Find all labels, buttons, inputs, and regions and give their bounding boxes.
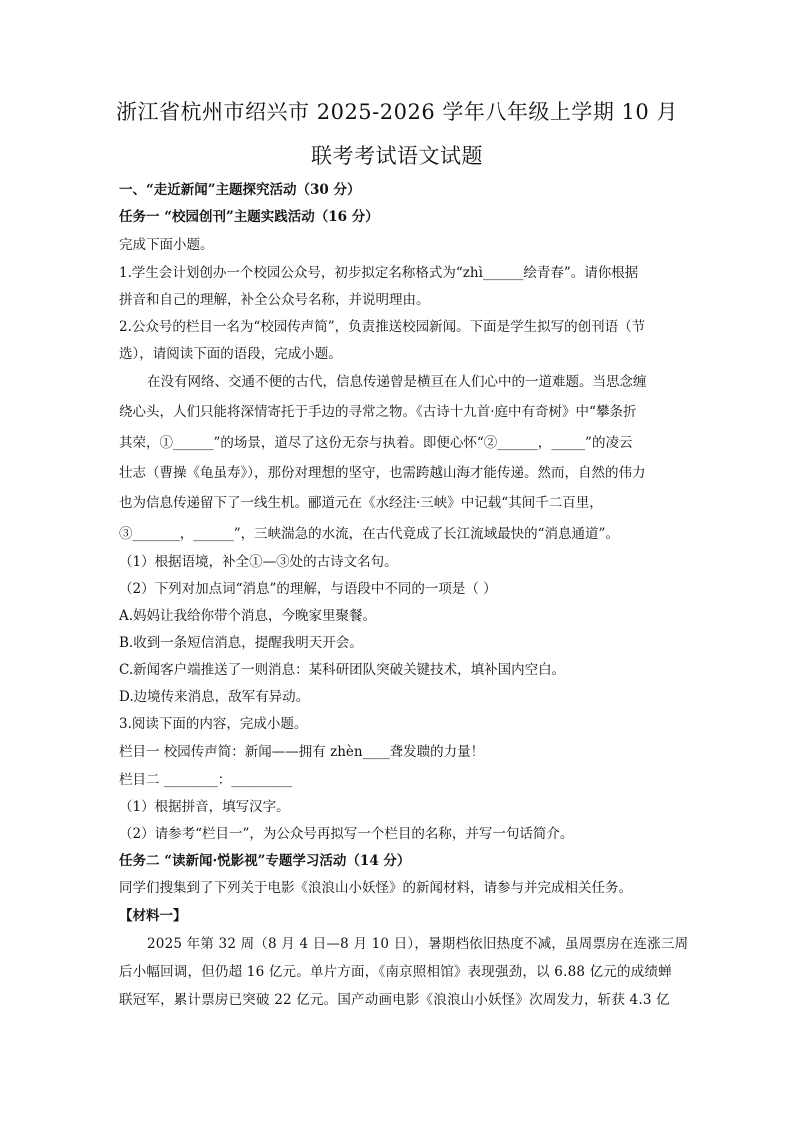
question-1-line-1: 1.学生会计划创办一个校园公众号，初步拟定名称格式为“zhì______绘青春”。请你根据 — [119, 265, 639, 281]
material-one-heading: 【材料一】 — [119, 908, 187, 924]
column-one: 栏目一 校园传声简：新闻——拥有 zhèn____聋发聩的力量！ — [119, 744, 485, 760]
column-two: 栏目二 ________：_________ — [119, 772, 293, 788]
material-line-1: 2025 年第 32 周（8 月 4 日—8 月 10 日），暑期档依旧热度不减，虽周票房在连涨三周 — [147, 936, 689, 952]
instruction: 完成下面小题。 — [119, 237, 214, 253]
question-1-line-2: 拼音和自己的理解，补全公众号名称，并说明理由。 — [119, 292, 430, 308]
section-heading: 一、“走近新闻”主题探究活动（30 分） — [119, 182, 361, 198]
question-3: 3.阅读下面的内容，完成小题。 — [119, 716, 308, 732]
question-3-sub-2: （2）请参考“栏目一”，为公众号再拟写一个栏目的名称，并写一句话简介。 — [119, 826, 574, 842]
sub-question-2: （2）下列对加点词“消息”的理解，与语段中不同的一项是（ ） — [119, 581, 497, 597]
passage-line-6: ③_______，______”，三峡湍急的水流，在古代竟成了长江流域最快的“消息通道”。 — [119, 526, 619, 542]
exam-title-line-2: 联考考试语文试题 — [311, 144, 483, 168]
passage-line-3: 其荣，①______”的场景，道尽了这份无奈与执着。即便心怀“②______，_____”的凌云 — [119, 435, 633, 451]
passage-line-2: 绕心头，人们只能将深情寄托于手边的寻常之物。《古诗十九首·庭中有奇树》中“攀条折 — [119, 404, 637, 420]
passage-line-5: 也为信息传递留下了一线生机。郦道元在《水经注·三峡》中记载“其间千二百里， — [119, 495, 603, 511]
question-2-line-1: 2.公众号的栏目一名为“校园传声简”，负责推送校园新闻。下面是学生拟写的创刊语（节 — [119, 319, 646, 335]
passage-line-4: 壮志（曹操《龟虽寿》），那份对理想的坚守，也需跨越山海才能传递。然而，自然的伟力 — [119, 465, 646, 481]
exam-title-line-1: 浙江省杭州市绍兴市 2025-2026 学年八年级上学期 10 月 — [116, 100, 678, 124]
passage-line-1: 在没有网络、交通不便的古代，信息传递曾是横亘在人们心中的一道难题。当思念缠 — [147, 374, 647, 390]
option-b: B.收到一条短信消息，提醒我明天开会。 — [119, 635, 363, 651]
material-line-2: 后小幅回调，但仍超 16 亿元。单片方面，《南京照相馆》表现强劲，以 6.88 亿元的成绩蝉 — [119, 964, 672, 980]
option-a: A.妈妈让我给你带个消息，今晚家里聚餐。 — [119, 608, 377, 624]
sub-question-1: （1）根据语境，补全①—③处的古诗文名句。 — [119, 554, 398, 570]
task-two-intro: 同学们搜集到了下列关于电影《浪浪山小妖怪》的新闻材料，请参与并完成相关任务。 — [119, 880, 632, 896]
option-d: D.边境传来消息，敌军有异动。 — [119, 689, 310, 705]
task-two-heading: 任务二 “读新闻·悦影视”专题学习活动（14 分） — [119, 853, 411, 869]
question-3-sub-1: （1）根据拼音，填写汉字。 — [119, 799, 290, 815]
option-c: C.新闻客户端推送了一则消息：某科研团队突破关键技术，填补国内空白。 — [119, 662, 566, 678]
question-2-line-2: 选），请阅读下面的语段，完成小题。 — [119, 346, 342, 362]
task-one-heading: 任务一 “校园创刊”主题实践活动（16 分） — [119, 209, 379, 225]
material-line-3: 联冠军，累计票房已突破 22 亿元。国产动画电影《浪浪山小妖怪》次周发力，斩获 4.3 亿 — [119, 992, 670, 1008]
